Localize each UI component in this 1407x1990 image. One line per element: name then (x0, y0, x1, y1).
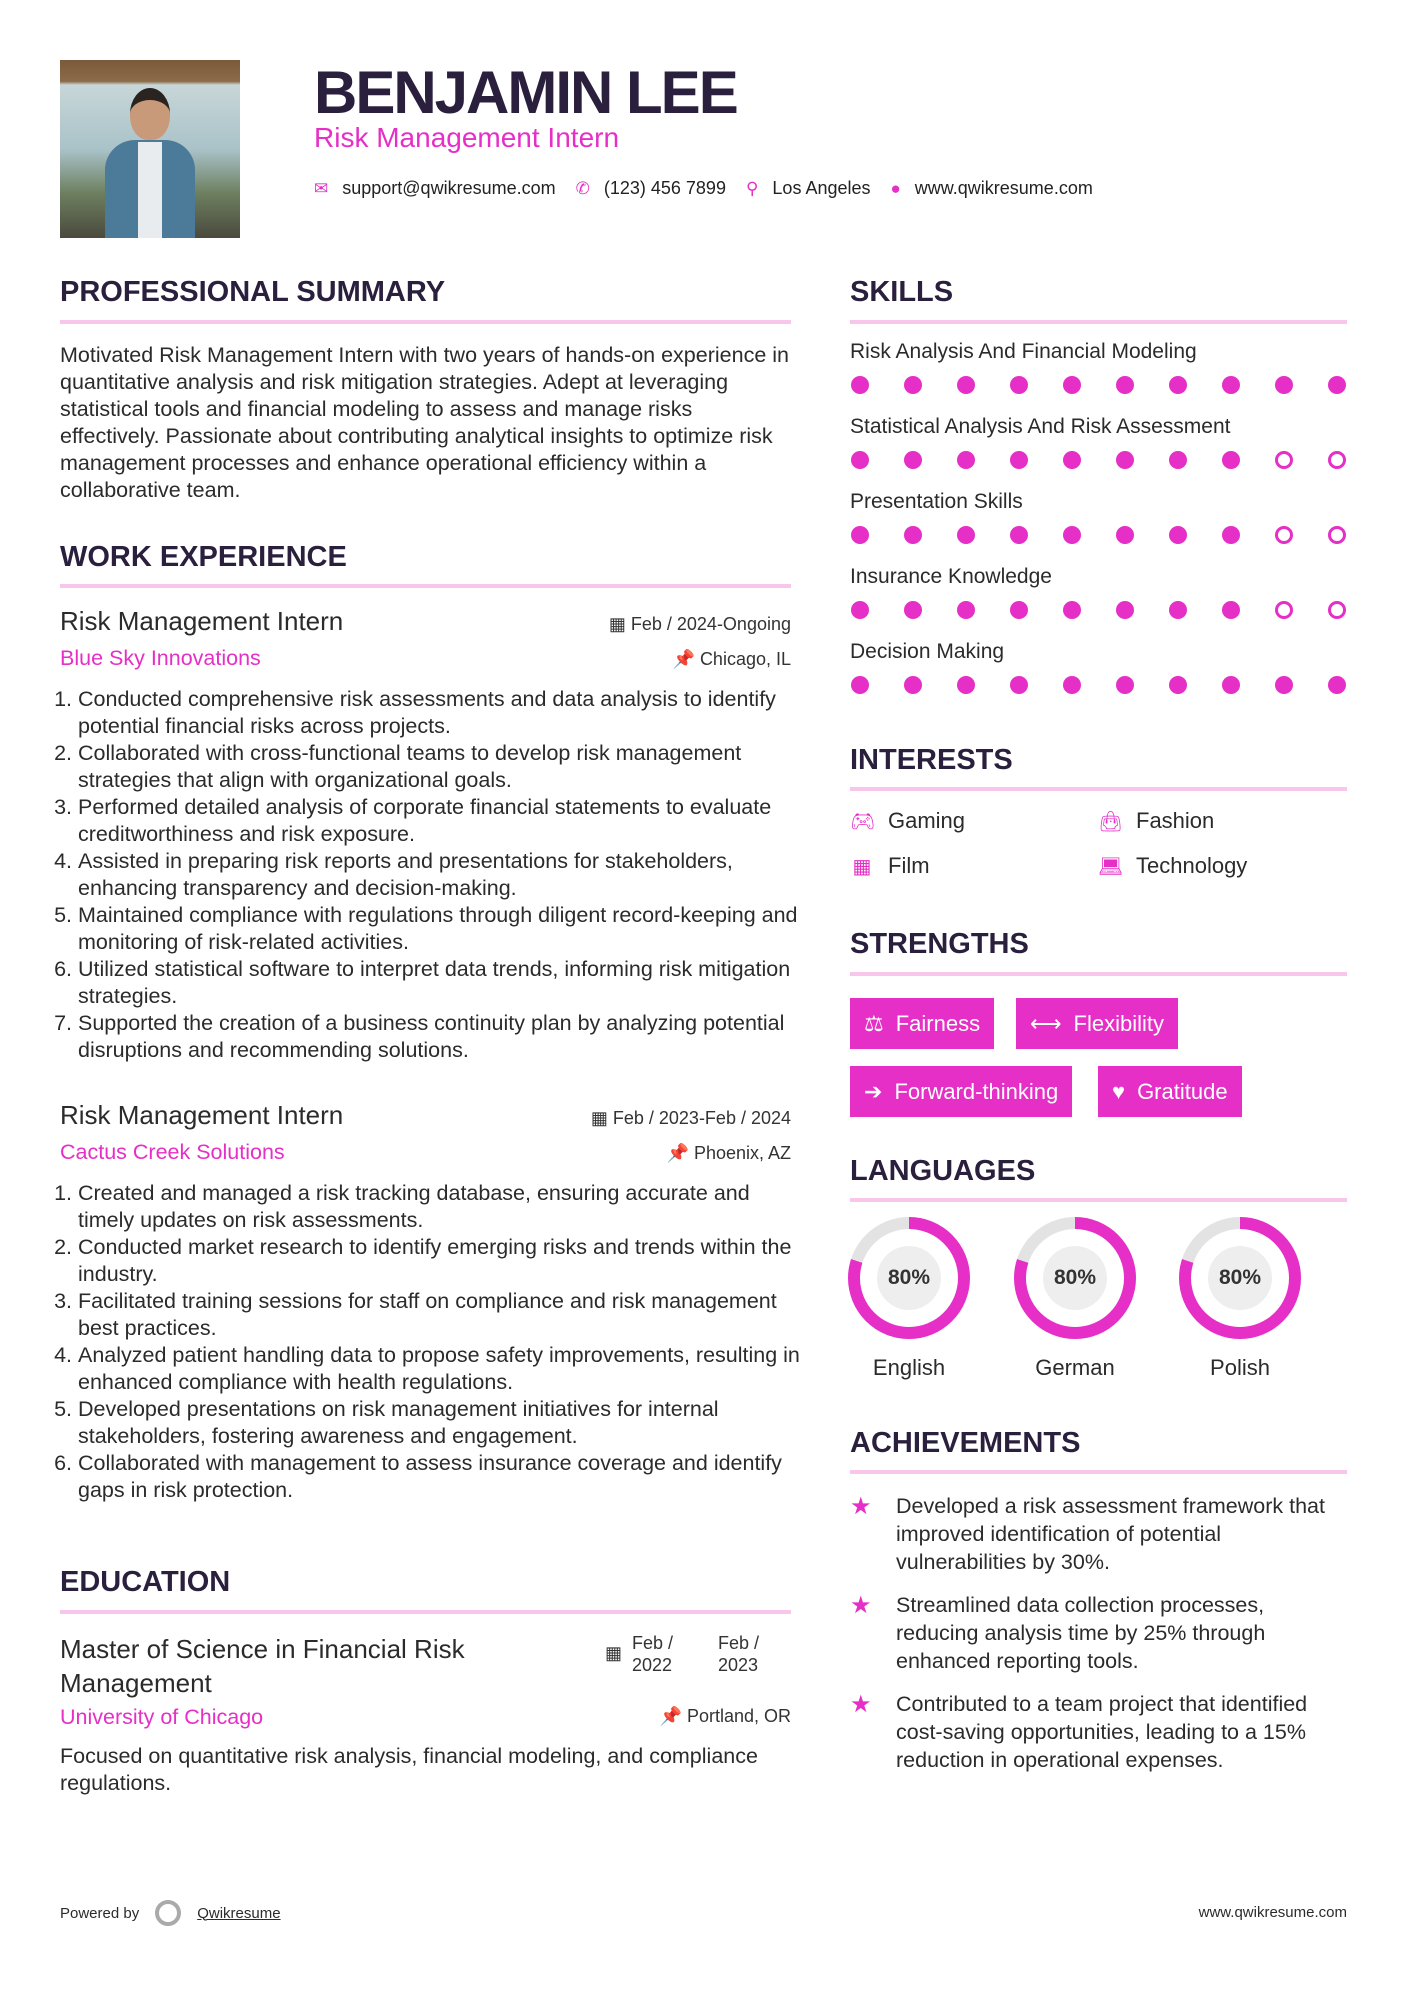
skill-rating (850, 451, 1347, 471)
interest-item (850, 853, 930, 879)
interest-item (850, 808, 965, 834)
filled-dot-icon (1169, 451, 1187, 469)
filled-dot-icon (904, 526, 922, 544)
filled-dot-icon (904, 676, 922, 694)
balance-scale-icon: ⚖ (864, 1010, 884, 1036)
calendar-icon: ▦ (605, 1643, 623, 1663)
filled-dot-icon (851, 676, 869, 694)
calendar-icon: ▦ (590, 1108, 613, 1128)
job-title: Risk Management Intern (60, 1100, 344, 1130)
filled-dot-icon (1116, 676, 1134, 694)
section-divider (60, 1610, 791, 1614)
bullet-item: 3. Performed detailed analysis of corporate financial statements to evaluate creditworthiness and risk exposure. (78, 794, 800, 848)
filled-dot-icon (1169, 601, 1187, 619)
strength-label: Gratitude (1137, 1078, 1228, 1104)
arrows-horizontal-icon: ⟷ (1030, 1010, 1062, 1036)
footer-website[interactable]: www.qwikresume.com (1198, 1904, 1347, 1921)
email-icon: ✉ (314, 178, 329, 198)
shooting-star-icon: ★ (850, 1493, 872, 1520)
empty-dot-icon (1275, 451, 1293, 469)
skill-item (850, 415, 1347, 471)
empty-dot-icon (1328, 601, 1346, 619)
strengths-heading: STRENGTHS (850, 928, 1029, 960)
achievement-text: Contributed to a team project that identified cost-saving opportunities, leading to a 15% reduction in operational expenses. (896, 1692, 1308, 1772)
section-divider (850, 320, 1347, 324)
interest-item (1098, 853, 1247, 879)
section-divider (60, 320, 791, 324)
section-divider (850, 1470, 1347, 1474)
filled-dot-icon (1275, 676, 1293, 694)
strength-badge (1016, 998, 1178, 1049)
section-divider (850, 972, 1347, 976)
strength-badge (1098, 1066, 1242, 1117)
job-title: Risk Management Intern (60, 606, 344, 636)
experience-heading: WORK EXPERIENCE (60, 541, 347, 573)
filled-dot-icon (904, 601, 922, 619)
filled-dot-icon (957, 451, 975, 469)
filled-dot-icon (957, 601, 975, 619)
pin-icon: 📌 (672, 649, 700, 669)
strength-label: Forward-thinking (894, 1078, 1059, 1104)
filled-dot-icon (1063, 601, 1081, 619)
filled-dot-icon (1010, 376, 1028, 394)
interest-label: Gaming (888, 808, 966, 833)
strength-label: Fairness (895, 1010, 981, 1036)
powered-by-label: Powered by (60, 1904, 140, 1922)
brand-link[interactable]: Qwikresume (197, 1904, 281, 1922)
bullet-item: 4. Analyzed patient handling data to propose safety improvements, resulting in enhanced compliance with health regulations. (78, 1342, 800, 1396)
filled-dot-icon (1116, 376, 1134, 394)
filled-dot-icon (1010, 526, 1028, 544)
location: Los Angeles (772, 178, 871, 198)
bullet-item: 1. Conducted comprehensive risk assessments and data analysis to identify potential financial risks across projects. (78, 686, 800, 740)
empty-dot-icon (1328, 526, 1346, 544)
film-icon: ▦ (852, 855, 872, 878)
location-pin-icon: ⚲ (745, 178, 759, 198)
bullet-item: 2. Conducted market research to identify emerging risks and trends within the industry. (78, 1234, 800, 1288)
job-bullets (60, 686, 800, 1064)
education-end: Feb / 2023 (718, 1633, 760, 1675)
education-description: Focused on quantitative risk analysis, financial modeling, and compliance regulations. (60, 1744, 758, 1795)
arrow-right-icon: ➔ (864, 1078, 883, 1104)
job-date: ▦ Feb / 2024-Ongoing (608, 614, 791, 634)
bullet-item: 5. Developed presentations on risk management initiatives for internal stakeholders, fostering awareness and engagement. (78, 1396, 800, 1450)
filled-dot-icon (957, 676, 975, 694)
skills-heading: SKILLS (850, 276, 954, 308)
filled-dot-icon (1010, 601, 1028, 619)
filled-dot-icon (957, 376, 975, 394)
filled-dot-icon (1328, 676, 1346, 694)
filled-dot-icon (1222, 526, 1240, 544)
filled-dot-icon (904, 376, 922, 394)
summary-text: Motivated Risk Management Intern with two years of hands-on experience in quantitative analysis and risk mitigation strategies. Adept at leveraging statistical tools and financial modeling to assess and manage risks effectively. Passionate about contributing analytical insights to optimize risk management processes and enhance operational efficiency within a collaborative team. (60, 343, 789, 502)
achievement-text: Streamlined data collection processes, reducing analysis time by 25% through enhanced reporting tools. (896, 1593, 1266, 1673)
language-item (1014, 1217, 1136, 1381)
shooting-star-icon: ★ (850, 1592, 872, 1619)
bullet-item: 2. Collaborated with cross-functional teams to develop risk management strategies that align with organizational goals. (78, 740, 800, 794)
skill-rating (850, 601, 1347, 621)
profile-photo (60, 60, 240, 238)
section-divider (850, 1198, 1347, 1202)
strength-badge (850, 998, 994, 1049)
section-divider (60, 584, 791, 588)
empty-dot-icon (1275, 526, 1293, 544)
filled-dot-icon (851, 601, 869, 619)
phone: (123) 456 7899 (603, 178, 726, 198)
shopping-bag-icon: 👜︎ (1098, 810, 1124, 833)
interests-heading: INTERESTS (850, 744, 1013, 776)
filled-dot-icon (1063, 451, 1081, 469)
candidate-title: Risk Management Intern (314, 122, 620, 153)
interest-label: Fashion (1136, 808, 1215, 833)
shooting-star-icon: ★ (850, 1691, 872, 1718)
company-name: Cactus Creek Solutions (60, 1140, 285, 1164)
filled-dot-icon (1222, 451, 1240, 469)
filled-dot-icon (851, 526, 869, 544)
skill-rating (850, 676, 1347, 696)
language-percent: 80% (1208, 1246, 1272, 1310)
job-bullets (60, 1180, 800, 1504)
school: University of Chicago (60, 1705, 264, 1729)
filled-dot-icon (957, 526, 975, 544)
website[interactable]: www.qwikresume.com (914, 178, 1093, 198)
company-name: Blue Sky Innovations (60, 646, 261, 670)
achievement-text: Developed a risk assessment framework that improved identification of potential vulnerabilities by 30%. (896, 1494, 1325, 1574)
education-location: 📌 Portland, OR (659, 1706, 791, 1726)
email[interactable]: support@qwikresume.com (342, 178, 556, 198)
skill-item (850, 490, 1347, 546)
skill-name: Insurance Knowledge (850, 565, 1052, 588)
achievement-item (850, 1690, 1347, 1774)
skill-name: Statistical Analysis And Risk Assessment (850, 415, 1231, 438)
achievement-item (850, 1591, 1347, 1675)
filled-dot-icon (1169, 526, 1187, 544)
filled-dot-icon (1063, 376, 1081, 394)
skill-name: Risk Analysis And Financial Modeling (850, 340, 1197, 363)
filled-dot-icon (1063, 526, 1081, 544)
filled-dot-icon (1010, 451, 1028, 469)
section-divider (850, 787, 1347, 791)
education-start: Feb / 2022 (632, 1633, 674, 1675)
filled-dot-icon (1169, 676, 1187, 694)
degree: Master of Science in Financial Risk Management (60, 1634, 465, 1698)
contact-row (314, 178, 1113, 199)
skill-item (850, 640, 1347, 696)
interest-item (1098, 808, 1214, 834)
languages-heading: LANGUAGES (850, 1155, 1036, 1187)
job-date: ▦ Feb / 2023-Feb / 2024 (590, 1108, 791, 1128)
footer-powered (60, 1900, 281, 1926)
skill-name: Presentation Skills (850, 490, 1023, 513)
bullet-item: 4. Assisted in preparing risk reports and presentations for stakeholders, enhancing transparency and decision-making. (78, 848, 800, 902)
globe-icon: ● (890, 178, 901, 198)
filled-dot-icon (1063, 676, 1081, 694)
filled-dot-icon (1010, 676, 1028, 694)
strength-label: Flexibility (1073, 1010, 1165, 1036)
skill-item (850, 565, 1347, 621)
filled-dot-icon (1116, 526, 1134, 544)
filled-dot-icon (1275, 376, 1293, 394)
language-item (1179, 1217, 1301, 1381)
skill-item (850, 340, 1347, 396)
achievements-heading: ACHIEVEMENTS (850, 1427, 1081, 1459)
calendar-icon: ▦ (608, 614, 631, 634)
gamepad-icon: 🎮︎ (850, 810, 876, 833)
language-name: English (872, 1355, 946, 1380)
filled-dot-icon (1116, 451, 1134, 469)
pin-icon: 📌 (659, 1706, 687, 1726)
bullet-item: 6. Collaborated with management to assess insurance coverage and identify gaps in risk protection. (78, 1450, 800, 1504)
job-location: 📌 Phoenix, AZ (666, 1143, 791, 1163)
achievement-item (850, 1492, 1347, 1576)
filled-dot-icon (851, 451, 869, 469)
bullet-item: 7. Supported the creation of a business continuity plan by analyzing potential disruptions and recommending solutions. (78, 1010, 800, 1064)
strength-badge (850, 1066, 1072, 1117)
heart-icon: ♥ (1112, 1078, 1126, 1104)
skill-rating (850, 526, 1347, 546)
candidate-name: BENJAMIN LEE (314, 59, 737, 126)
filled-dot-icon (1222, 676, 1240, 694)
qwikresume-logo-icon (155, 1900, 181, 1926)
filled-dot-icon (1328, 376, 1346, 394)
education-heading: EDUCATION (60, 1566, 231, 1598)
summary-heading: PROFESSIONAL SUMMARY (60, 276, 446, 308)
language-progress-ring (1179, 1217, 1301, 1339)
education-dates (605, 1632, 778, 1676)
empty-dot-icon (1328, 451, 1346, 469)
language-progress-ring (848, 1217, 970, 1339)
filled-dot-icon (1222, 601, 1240, 619)
interest-label: Technology (1136, 853, 1248, 878)
laptop-icon: 💻︎ (1098, 855, 1124, 878)
language-percent: 80% (877, 1246, 941, 1310)
language-progress-ring (1014, 1217, 1136, 1339)
filled-dot-icon (851, 376, 869, 394)
language-percent: 80% (1043, 1246, 1107, 1310)
pin-icon: 📌 (666, 1143, 694, 1163)
bullet-item: 5. Maintained compliance with regulations through diligent record-keeping and monitoring of risk-related activities. (78, 902, 800, 956)
filled-dot-icon (1222, 376, 1240, 394)
language-name: Polish (1210, 1355, 1270, 1380)
interest-label: Film (888, 853, 930, 878)
bullet-item: 6. Utilized statistical software to interpret data trends, informing risk mitigation strategies. (78, 956, 800, 1010)
empty-dot-icon (1275, 601, 1293, 619)
filled-dot-icon (1116, 601, 1134, 619)
filled-dot-icon (904, 451, 922, 469)
bullet-item: 1. Created and managed a risk tracking database, ensuring accurate and timely updates on risk assessments. (78, 1180, 800, 1234)
filled-dot-icon (1169, 376, 1187, 394)
skill-rating (850, 376, 1347, 396)
phone-icon: ✆ (575, 178, 590, 198)
bullet-item: 3. Facilitated training sessions for staff on compliance and risk management best practices. (78, 1288, 800, 1342)
job-location: 📌 Chicago, IL (672, 649, 791, 669)
skill-name: Decision Making (850, 640, 1005, 663)
language-item (848, 1217, 970, 1381)
language-name: German (1035, 1355, 1115, 1380)
